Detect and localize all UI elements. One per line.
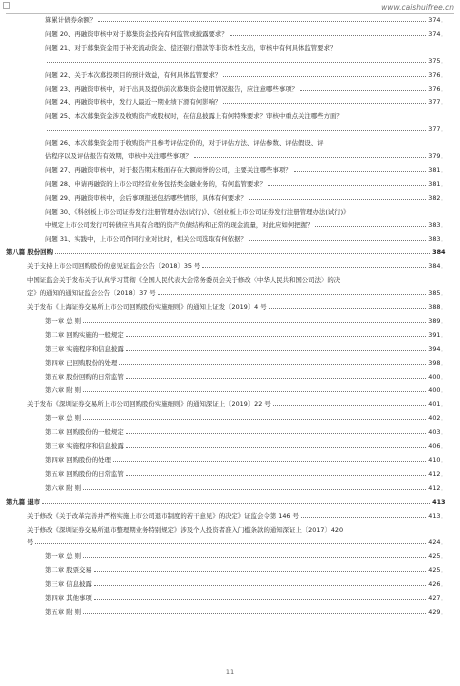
toc-entry-title: 关于支持上市公司回购股份的意见证监会公告〔2018〕35 号 xyxy=(27,262,201,271)
toc-entry-title: 第八篇 股份回购 xyxy=(6,248,53,257)
dot-leader xyxy=(83,315,426,323)
toc-entry[interactable] xyxy=(0,96,460,110)
toc-entry-title: 关于发布《深圳证券交易所上市公司回购股份实施细则》的通知深证上〔2019〕22 号 xyxy=(27,400,271,409)
toc-entry[interactable] xyxy=(0,536,460,550)
dot-leader xyxy=(83,384,426,392)
toc-page-number: 403 。 xyxy=(428,426,446,440)
toc-page-number: 413 xyxy=(432,497,446,506)
toc-page-number: 385 。 xyxy=(428,287,446,301)
toc-page-number: 425 。 xyxy=(428,550,446,564)
toc-part-heading[interactable] xyxy=(0,496,460,510)
dot-leader xyxy=(301,510,426,518)
toc-entry[interactable] xyxy=(0,329,460,343)
dot-leader xyxy=(158,287,427,295)
toc-page-number: 427 。 xyxy=(428,592,446,606)
dot-leader xyxy=(94,592,427,600)
toc-entry-title: 第三章 信息披露 xyxy=(45,580,92,589)
toc-entry-title: 第六章 附 则 xyxy=(45,386,82,395)
toc-page-number: 383 。 xyxy=(428,233,446,247)
toc-entry-title: 算累计债券余额？ xyxy=(45,16,97,24)
toc-entry-text: 问题 30、《科创板上市公司证券发行注册管理办法(试行)》、《创业板上市公司证券发行注册管理办法(试行)》 xyxy=(45,207,350,216)
dot-leader xyxy=(294,164,427,172)
toc-entry[interactable] xyxy=(0,454,460,468)
dot-leader xyxy=(83,550,426,558)
toc-page-number: 394 。 xyxy=(428,343,446,357)
toc-entry-title: 问题 29、再融资审核中，会后事项报送包括哪些情形，具体有何要求？ xyxy=(45,193,247,202)
toc-entry[interactable] xyxy=(0,510,460,524)
toc-page-number: 381 。 xyxy=(428,178,446,192)
toc-entry[interactable] xyxy=(0,164,460,178)
toc-entry-text: 问题 21、对于募集资金用于补充流动资金、偿还银行借款等非资本性支出，审核中有何具体监管要求？ xyxy=(45,43,337,52)
dot-leader xyxy=(269,301,427,309)
toc-page-number: 412 。 xyxy=(428,482,446,496)
toc-entry[interactable] xyxy=(0,371,460,385)
toc-page-number: 391 。 xyxy=(428,329,446,343)
dot-leader xyxy=(126,329,427,337)
dot-leader xyxy=(35,536,426,544)
toc-entry[interactable] xyxy=(0,301,460,315)
dot-leader xyxy=(315,219,426,227)
toc-entry[interactable] xyxy=(0,550,460,564)
dot-leader xyxy=(94,564,427,572)
toc-entry[interactable] xyxy=(0,233,460,247)
toc-entry[interactable] xyxy=(0,564,460,578)
dot-leader xyxy=(47,55,426,63)
dot-leader xyxy=(230,28,427,36)
toc-entry[interactable] xyxy=(0,482,460,496)
dot-leader xyxy=(273,398,427,406)
toc-entry-text: 问题 26、本次募集资金用于收购资产且参考评估定价的，对于评估方法、评估参数、评估假设、评 xyxy=(45,139,324,148)
toc-entry-title: 定》的通知的通知证监会公告〔2018〕37 号 xyxy=(27,289,156,298)
toc-entry-title: 第一章 总 则 xyxy=(45,414,82,423)
toc-entry-title: 中规定上市公司发行可转债应当具有合理的资产负债结构和正常的现金流量，对此应如何把握？ xyxy=(45,220,314,229)
dot-leader xyxy=(126,440,427,448)
dot-leader xyxy=(98,14,426,22)
toc-page-number: 377 。 xyxy=(428,123,446,137)
toc-page-number: 413 。 xyxy=(428,510,446,524)
toc-entry[interactable] xyxy=(0,287,460,301)
toc-entry-title: 第一章 总 则 xyxy=(45,552,82,561)
dot-leader xyxy=(202,260,426,268)
toc-page-number: 389 。 xyxy=(428,315,446,329)
dot-leader xyxy=(119,357,426,365)
toc-entry-title: 第五章 附 则 xyxy=(45,607,82,616)
toc-entry[interactable] xyxy=(0,606,460,620)
toc-page-number: 384 。 xyxy=(428,260,446,274)
toc-entry-title: 问题 23、再融资审核中，对于出具及提供前次募集资金使用情况报告，应注意哪些事项？ xyxy=(45,84,299,93)
toc-entry[interactable] xyxy=(0,178,460,192)
toc-entry[interactable] xyxy=(0,69,460,83)
toc-entry-text: 问题 25、本次募集资金涉及收购资产或股权时，在信息披露上有何特殊要求？审核中重点关注哪些方面？ xyxy=(45,112,343,121)
dot-leader xyxy=(55,246,430,254)
toc-entry[interactable] xyxy=(0,412,460,426)
toc-entry-title: 关于发布《上海证券交易所上市公司回购股份实施细则》的通知上证发〔2019〕4 号 xyxy=(27,303,267,312)
toc-entry[interactable] xyxy=(0,578,460,592)
toc-entry-text: 关于修改《深圳证券交易所退市整理期业务特别规定》涉及个人投资者准入门槛条款的通知深证上〔2017〕420 xyxy=(27,525,344,534)
toc-page-number: 382 。 xyxy=(428,192,446,206)
toc-page-number: 412 。 xyxy=(428,468,446,482)
toc-entry-title: 号 xyxy=(27,538,34,547)
toc-entry-title: 问题 20、再融资审核中对于募集资金投向有何监管或披露要求？ xyxy=(45,29,228,38)
toc-page-number: 400 。 xyxy=(428,371,446,385)
dot-leader xyxy=(42,496,430,504)
table-of-contents xyxy=(0,14,460,620)
toc-entry[interactable] xyxy=(0,468,460,482)
toc-entry-title: 问题 31、实践中，上市公司作同行业对比时，相关公司选取有何依据？ xyxy=(45,234,247,243)
toc-entry[interactable] xyxy=(0,14,460,28)
toc-page-number: 425 。 xyxy=(428,564,446,578)
toc-entry-title: 问题 28、申请再融资的上市公司经营业务包括类金融业务的，有何监管要求？ xyxy=(45,179,267,188)
toc-page-number: 388 。 xyxy=(428,301,446,315)
toc-entry[interactable] xyxy=(0,150,460,164)
corner-crop-mark xyxy=(3,2,10,9)
toc-entry-text: 中国证监会关于发布关于认真学习贯彻《全国人民代表大会常务委员会关于修改〈中华人民共和国公司法〉的决 xyxy=(27,276,341,285)
toc-entry-title: 第二章 回购实施的一般规定 xyxy=(45,330,124,339)
toc-page-number: 426 。 xyxy=(428,578,446,592)
toc-entry-title: 第五章 股份回购的日常监管 xyxy=(45,372,124,381)
dot-leader xyxy=(113,454,426,462)
site-watermark: www.caishuifree.cn xyxy=(381,3,454,12)
toc-entry[interactable] xyxy=(0,55,460,69)
toc-entry-title: 第二章 股票交易 xyxy=(45,566,92,575)
toc-entry[interactable] xyxy=(0,592,460,606)
toc-page-number: 377 。 xyxy=(428,96,446,110)
toc-entry-title: 第三章 实施程序和信息披露 xyxy=(45,344,124,353)
toc-page-number: 410 。 xyxy=(428,454,446,468)
dot-leader xyxy=(194,150,426,158)
toc-page-number: 381 。 xyxy=(428,164,446,178)
toc-entry-title: 第五章 回购股份的日常监管 xyxy=(45,469,124,478)
dot-leader xyxy=(126,343,427,351)
toc-entry[interactable] xyxy=(0,426,460,440)
dot-leader xyxy=(223,96,426,104)
toc-page-number: 383 。 xyxy=(428,219,446,233)
toc-entry-title: 第四章 回购股份的处理 xyxy=(45,456,111,464)
toc-page-number: 375 。 xyxy=(428,55,446,69)
toc-page-number: 424 。 xyxy=(428,536,446,550)
toc-page-number: 401 。 xyxy=(428,398,446,412)
toc-page-number: 429 。 xyxy=(428,606,446,620)
toc-entry[interactable] xyxy=(0,357,460,371)
toc-page-number: 374 。 xyxy=(428,28,446,42)
toc-entry-title: 第一章 总 则 xyxy=(45,316,82,325)
dot-leader xyxy=(83,412,426,420)
toc-entry-title: 问题 24、再融资审核中，发行人最近一期业绩下滑有何影响？ xyxy=(45,98,222,107)
toc-entry[interactable] xyxy=(0,192,460,206)
toc-entry-title: 关于修改《关于改革完善并严格实施上市公司退市制度的若干意见》的决定》证监会令第 146 号 xyxy=(27,511,299,520)
toc-entry-title: 问题 22、关于本次募投项目的预计效益，有何具体监管要求？ xyxy=(45,70,222,79)
toc-entry-title: 估程序以及评估报告有效期，审核中关注哪些事项？ xyxy=(45,152,192,161)
dot-leader xyxy=(223,69,426,77)
toc-part-heading[interactable] xyxy=(0,246,460,260)
dot-leader xyxy=(249,233,426,241)
toc-page-number: 400 。 xyxy=(428,384,446,398)
dot-leader xyxy=(268,178,426,186)
toc-entry[interactable] xyxy=(0,315,460,329)
toc-page-number: 384 xyxy=(432,248,446,257)
toc-entry-title: 第六章 附 则 xyxy=(45,483,82,492)
dot-leader xyxy=(126,426,427,434)
toc-entry-title: 第二章 回购股份的一般规定 xyxy=(45,428,124,437)
toc-page-number: 376 。 xyxy=(428,69,446,83)
toc-page-number: 402 。 xyxy=(428,412,446,426)
toc-entry[interactable] xyxy=(0,398,460,412)
dot-leader xyxy=(300,83,426,91)
dot-leader xyxy=(126,468,427,476)
toc-entry[interactable] xyxy=(0,440,460,454)
dot-leader xyxy=(94,578,427,586)
page-number: 11 xyxy=(225,668,235,676)
toc-entry-title: 问题 27、再融资审核中，对于报告期末账面存在大额商誉的公司，主要关注哪些事项？ xyxy=(45,165,292,174)
toc-entry-title: 第四章 其他事项 xyxy=(45,594,92,603)
dot-leader xyxy=(83,606,426,614)
toc-page-number: 398 。 xyxy=(428,357,446,371)
toc-page-number: 376 。 xyxy=(428,83,446,97)
toc-entry[interactable] xyxy=(0,384,460,398)
toc-entry[interactable] xyxy=(0,260,460,274)
toc-entry[interactable] xyxy=(0,219,460,233)
toc-entry-title: 第三章 实施程序和信息披露 xyxy=(45,442,124,451)
toc-page-number: 379 。 xyxy=(428,150,446,164)
toc-entry[interactable] xyxy=(0,83,460,97)
toc-entry[interactable] xyxy=(0,343,460,357)
dot-leader xyxy=(83,482,426,490)
dot-leader xyxy=(47,123,426,131)
toc-entry-title: 第九篇 退市 xyxy=(6,497,41,506)
toc-entry[interactable] xyxy=(0,123,460,137)
toc-page-number: 406 。 xyxy=(428,440,446,454)
toc-entry[interactable] xyxy=(0,28,460,42)
toc-entry-title: 第四章 已回购股份的处理 xyxy=(45,358,118,367)
dot-leader xyxy=(126,371,427,379)
toc-page-number: 374 。 xyxy=(428,14,446,28)
dot-leader xyxy=(249,192,426,200)
